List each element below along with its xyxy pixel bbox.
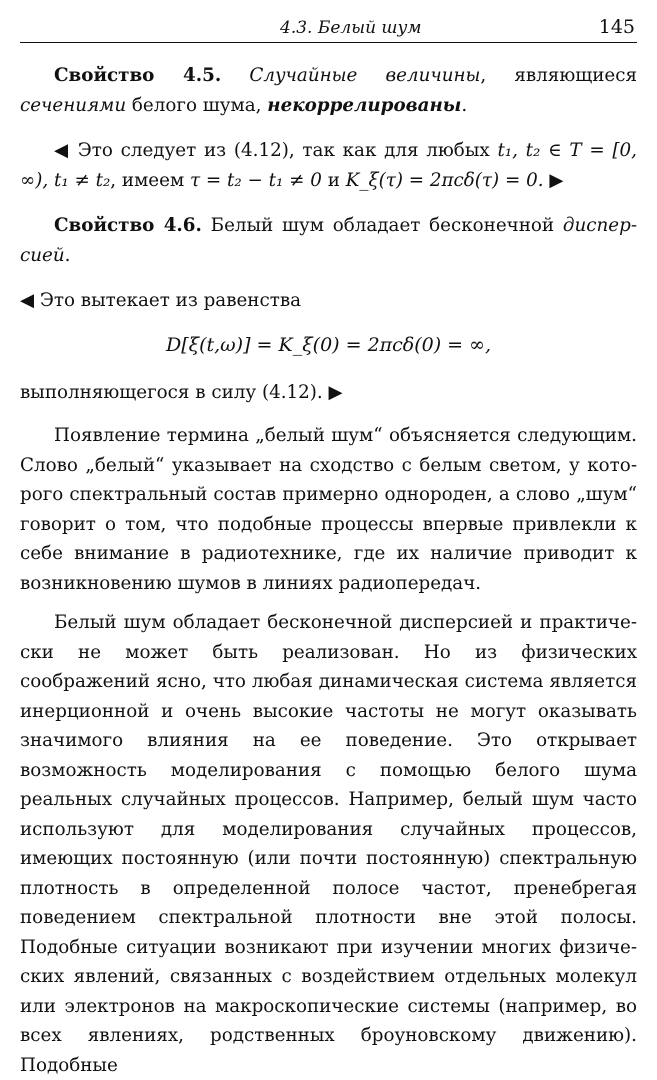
dispersion-formula: D[ξ(t,ω)] = K_ξ(0) = 2πcδ(0) = ∞, [165, 333, 492, 356]
property-4-6-text-3: . [64, 244, 71, 266]
proof-4-5-math-1: t₁, t₂ ∈ T = [0, ∞), [20, 140, 637, 191]
paragraph-white-noise-modeling: Белый шум обладает бесконечной дисперсией и практически не может быть реализован. Но из физических соображений ясно, что любая динамическая система является инерционной и очень высокие частоты не могут оказывать значимого влияния на ее поведение. Это открывает возможность моделирования с помощью белого шума реальных случайных процессов. Например, белый шум часто используют для моделирования случайных процессов, имеющих постоянную (или почти постоянную) спектральную плотность в определенной полосе частот, пренебрегая поведением спектральной плотности вне этой полосы. Подобные ситуации возникают при изучении многих физических явлений, связанных с воздействием отдельных молекул или электронов на макроскопические системы (например, во всех явлениях, родственных броуновскому движению). Подобные [20, 612, 637, 1076]
property-4-6-text-2: дисперсией [20, 215, 637, 266]
proof-4-5-close: ▶ [543, 169, 564, 191]
proof-4-6-close: выполняющегося в силу (4.12). ▶ [20, 381, 343, 403]
book-page [20, 14, 637, 1080]
property-4-5-text-6: . [461, 94, 468, 116]
running-head [20, 14, 637, 43]
property-4-5-text-1: Случайные величины [249, 65, 481, 86]
proof-4-5-and: и [321, 169, 346, 191]
property-4-5-text-3: сечениями [20, 94, 127, 116]
property-4-6 [20, 211, 637, 270]
property-4-5-text-4: белого шума, [126, 94, 268, 116]
property-4-5-label: Свойство 4.5. [54, 65, 222, 86]
property-4-5 [20, 61, 637, 120]
property-4-6-text-1: Белый шум обладает бесконечной [201, 215, 563, 236]
proof-4-5-mid: , имеем [110, 169, 190, 191]
paragraph-white-noise-term: Появление термина „белый шум“ объясняется следующим. Слово „белый“ указывает на сходство с белым светом, у которого спектральный состав примерно однороден, а слово „шум“ говорит о том, что подобные процессы впервые привлекли к себе внимание в радиотехнике, где их наличие приводит к возникновению шумов в линиях радиопередач. [20, 425, 637, 594]
proof-4-5-math-4: K_ξ(τ) = 2πcδ(τ) = 0. [345, 169, 544, 191]
property-4-5-text-5: некоррелированы [267, 94, 462, 116]
property-4-6-label: Свойство 4.6. [54, 215, 202, 236]
property-4-5-text-2: , являющиеся [480, 65, 638, 86]
proof-4-5 [20, 136, 637, 195]
proof-4-6-open: ◀ Это вытекает из равенства [20, 290, 302, 311]
page-number: 145 [598, 16, 635, 38]
proof-4-5-math-3: τ = t₂ − t₁ ≠ 0 [189, 169, 322, 191]
section-title: 4.3. Белый шум [280, 18, 422, 38]
proof-4-5-math-2: t₁ ≠ t₂ [53, 169, 111, 191]
proof-4-5-open: ◀ Это следует из (4.12), так как для любых [54, 140, 498, 161]
